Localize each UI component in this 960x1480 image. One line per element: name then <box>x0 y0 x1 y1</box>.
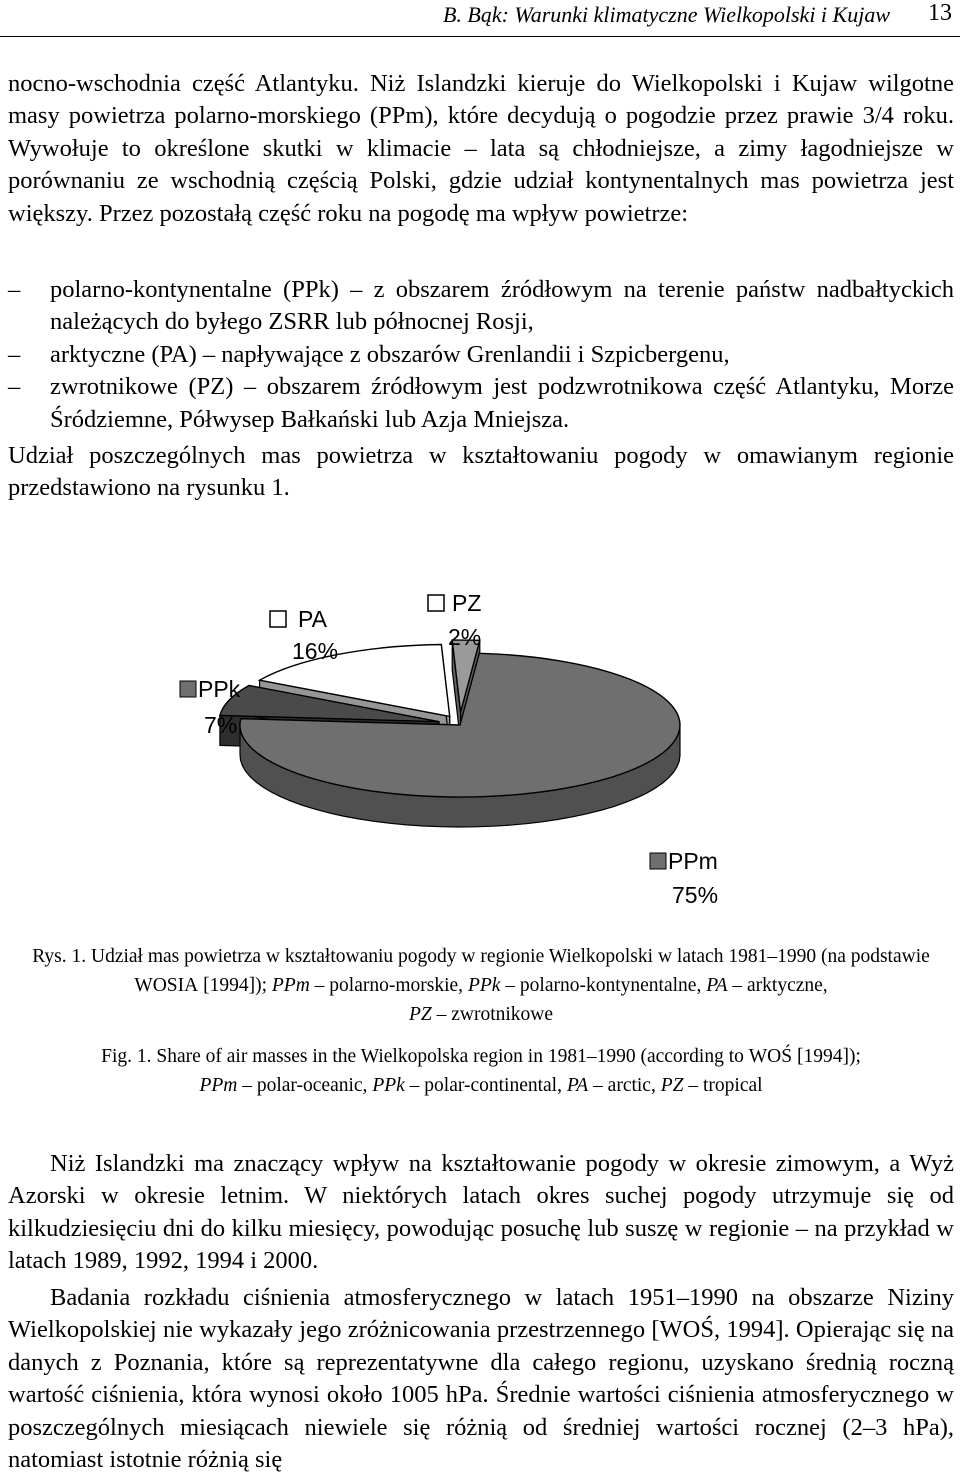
caption-en-pz-desc: – tropical <box>683 1075 763 1096</box>
pie-3d-group <box>220 640 680 827</box>
page-number: 13 <box>928 0 952 26</box>
paragraph-pressure-systems: Niż Islandzki ma znaczący wpływ na kształtowanie pogody w okresie zimowym, a Wyż Azorski w okresie letnim. W niektórych latach okres suchej pogody utrzymuje się od kilkudziesięciu dni do kilku miesięcy, powodując posuchę lub suszę w regionie – na przykład w latach 1989, 1992, 1994 i 2000. <box>8 1150 954 1275</box>
slice-value-ppk: 7% <box>204 712 238 738</box>
figure-caption-en <box>8 1042 954 1100</box>
list-dash: – <box>8 373 21 401</box>
caption-en-ppm-desc: – polar-oceanic, <box>237 1075 373 1096</box>
slice-name-ppk: PPk <box>198 676 241 702</box>
air-mass-list <box>8 274 954 436</box>
running-title: B. Bąk: Warunki klimatyczne Wielkopolski i Kujaw <box>442 2 890 27</box>
caption-en-prefix: Fig. 1. Share of air masses in the Wielkopolska region in 1981–1990 (according to <box>101 1046 749 1067</box>
slice-name-pz: PZ <box>452 590 482 616</box>
list-item-text: zwrotnikowe (PZ) – obszarem źródłowym jest podzwrotnikowa część Atlantyku, Morze Śródziemne, Półwysep Bałkański lub Azja Mniejsza. <box>50 373 954 433</box>
list-item <box>8 274 954 339</box>
figure-caption-pl <box>8 942 954 1029</box>
caption-en-ppk-desc: – polar-continental, <box>404 1075 567 1096</box>
slice-name-pa: PA <box>298 606 327 632</box>
caption-pl-pz: PZ <box>408 1004 432 1025</box>
caption-pl-ppk-desc: – polarno-kontynentalne, <box>500 975 707 996</box>
caption-pl-ppm: PPm <box>271 975 310 996</box>
pie-chart-svg <box>160 575 780 915</box>
list-item-text: polarno-kontynentalne (PPk) – z obszarem źródłowym na terenie państw nadbałtyckich należących do byłego ZSRR lub północnej Rosji, <box>50 276 954 336</box>
caption-pl-ppk: PPk <box>467 975 501 996</box>
caption-pl-pa-desc: – arktyczne, <box>727 975 828 996</box>
caption-en-pa: PA <box>566 1075 589 1096</box>
running-header <box>0 0 960 37</box>
list-dash: – <box>8 276 21 303</box>
caption-pl-pa: PA <box>706 975 728 996</box>
caption-en-author: WOŚ <box>748 1046 793 1067</box>
slice-name-ppm: PPm <box>668 848 718 874</box>
slice-value-ppm: 75% <box>672 882 719 908</box>
list-item <box>8 339 954 371</box>
caption-pl-prefix: Rys. 1. Udział mas powietrza w kształtowaniu pogody w regionie Wielkopolski w latach 1981–1990 (na podstawie <box>32 946 930 967</box>
slice-value-pz: 2% <box>448 624 482 650</box>
paragraph-intro: nocno-wschodnia część Atlantyku. Niż Islandzki kieruje do Wielkopolski i Kujaw wilgotne masy powietrza polarno-morskiego (PPm), które decydują o pogodzie przez prawie 3/4 roku. Wywołuje to określone skutki w klimacie – lata są chłodniejsze, a zimy łagodniejsze w porównaniu ze wschodnią częścią Polski, gdzie udział kontynentalnych mas powietrza jest większy. Przez pozostałą część roku na pogodę ma wpływ powietrze: <box>8 70 954 227</box>
caption-en-mid: [1994]); <box>792 1046 861 1067</box>
list-item-text: arktyczne (PA) – napływające z obszarów Grenlandii i Szpicbergenu, <box>50 340 730 368</box>
slice-value-pa: 16% <box>292 638 339 664</box>
caption-en-ppm: PPm <box>199 1075 238 1096</box>
caption-pl-ppm-desc: – polarno-morskie, <box>309 975 468 996</box>
caption-pl-author: WOSIA <box>134 975 199 996</box>
caption-en-ppk: PPk <box>372 1075 405 1096</box>
list-item <box>8 371 954 436</box>
figure-pie-chart <box>160 575 780 915</box>
caption-pl-mid: [1994]); <box>198 975 272 996</box>
legend-swatch-ppk <box>180 681 196 697</box>
paragraph-figure-ref: Udział poszczególnych mas powietrza w kształtowaniu pogody w omawianym regionie przedstawiono na rysunku 1. <box>8 442 954 502</box>
caption-en-pa-desc: – arctic, <box>588 1075 661 1096</box>
caption-pl-pz-desc: – zwrotnikowe <box>431 1004 554 1025</box>
legend-swatch-ppm <box>650 853 666 869</box>
legend-swatch-pa <box>270 611 286 627</box>
caption-en-pz: PZ <box>660 1075 684 1096</box>
legend-swatch-pz <box>428 595 444 611</box>
paragraph-pressure-study: Badania rozkładu ciśnienia atmosferycznego w latach 1951–1990 na obszarze Niziny Wielkopolskiej nie wykazały jego zróżnicowania przestrzennego [WOŚ, 1994]. Opierając się na danych z Poznania, które są reprezentatywne dla całego regionu, uzyskano średnią roczną wartość ciśnienia, która wynosi około 1005 hPa. Średnie wartości ciśnienia atmosferycznego w poszczególnych miesiącach niewiele się różnią od średniej wartości rocznej (2–3 hPa), natomiast istotnie różnią się <box>8 1284 954 1474</box>
list-dash: – <box>8 340 21 368</box>
